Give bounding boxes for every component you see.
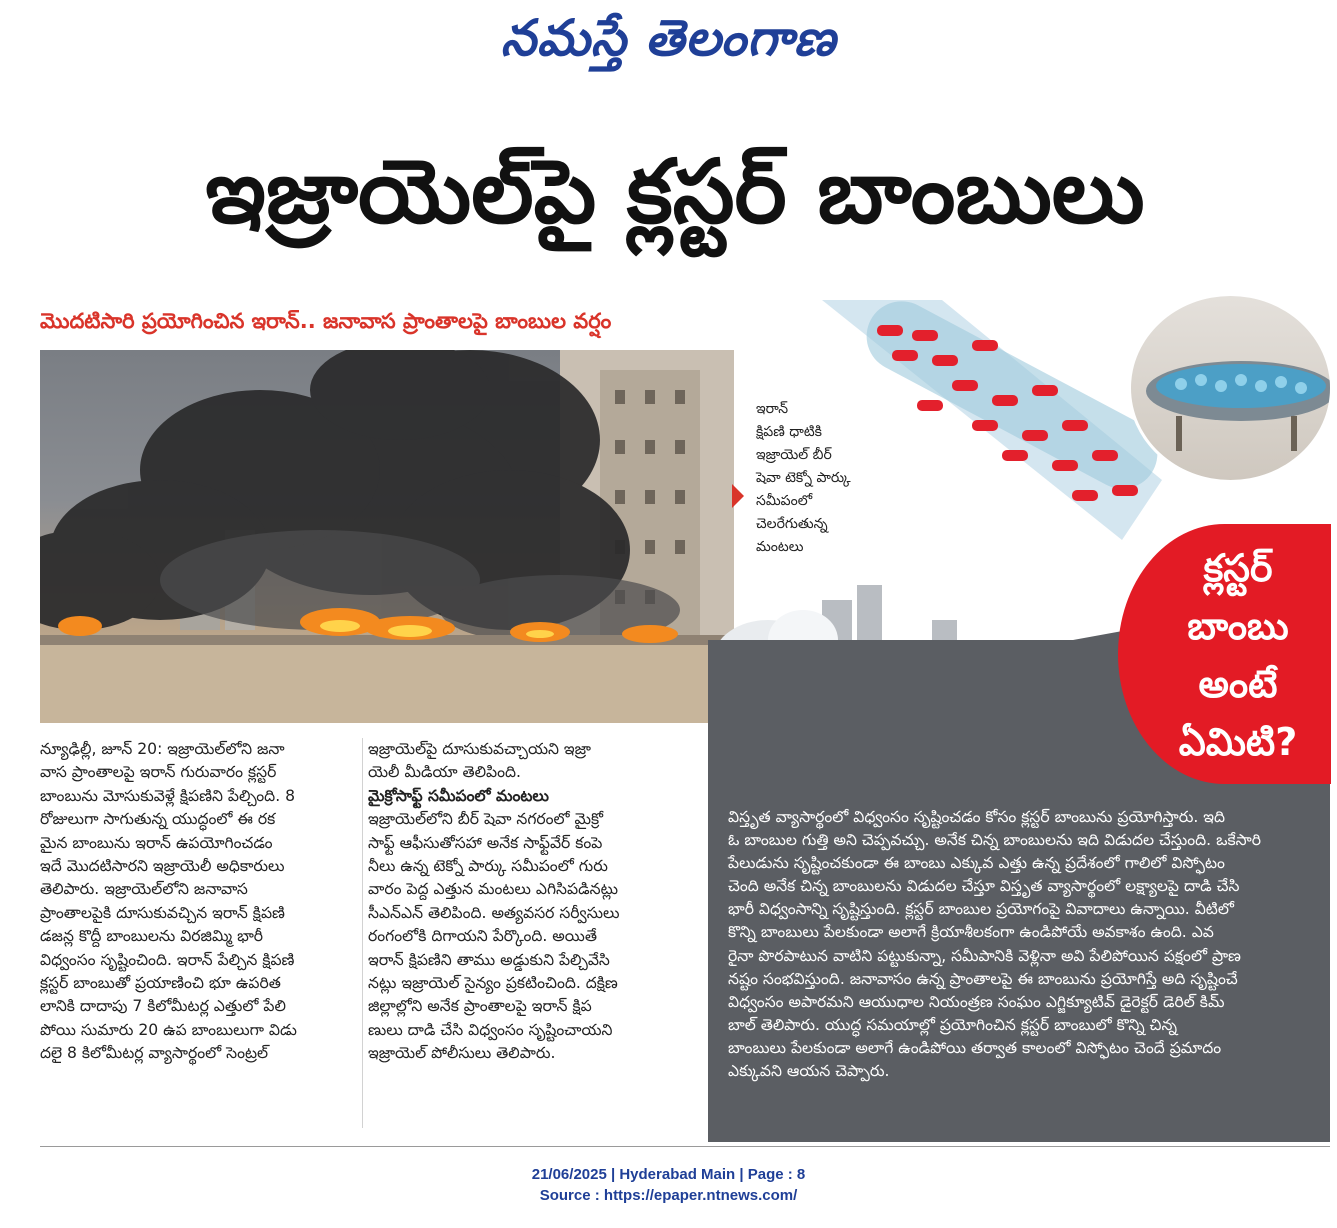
- explainer-line: ఎక్కువని ఆయన చెప్పారు.: [728, 1062, 890, 1081]
- explainer-line: రైనా పొరపాటున వాటిని పట్టుకున్నా, సమీపానికి వెళ్లినా అవి పేలిపోయిన పక్షంలో ప్రాణ: [728, 946, 1241, 965]
- headline-block: [40, 112, 1310, 272]
- article-line: మైన బాంబును ఇరాన్ ఉపయోగించడం: [40, 833, 273, 852]
- explainer-line: విస్తృత వ్యాసార్థంలో విధ్వంసం సృష్టించడం కోసం క్లస్టర్ బాంబును ప్రయోగిస్తారు. ఇది: [728, 808, 1226, 826]
- article-line: న్యూఢిల్లీ, జూన్ 20: ఇజ్రాయెల్‌లోని జనా: [40, 740, 285, 758]
- article-line: బాంబును మోసుకువెళ్లే క్షిపణిని పేల్చింది. 8: [40, 786, 296, 805]
- explainer-line: బాంబులు పేలకుండా అలాగే ఉండిపోయి తర్వాత కాలంలో విస్ఫోటం చెందే ప్రమాదం: [728, 1038, 1222, 1057]
- caption-line: మంటలు: [756, 539, 804, 555]
- explainer-line: బాల్ తెలిపారు. యుద్ధ సమయాల్లో ప్రయోగించిన క్లస్టర్ బాంబులో కొన్ని చిన్న: [728, 1015, 1178, 1034]
- article-line: డజన్ల కొద్దీ బాంబులను విరజిమ్మి భారీ: [40, 927, 264, 946]
- subheadline: మొదటిసారి ప్రయోగించిన ఇరాన్.. జనావాస ప్రాంతాలపై బాంబుల వర్షం: [40, 309, 612, 333]
- subheadline-block: [40, 300, 740, 342]
- article-line: లానికి దాదాపు 7 కిలోమీటర్ల ఎత్తులో పేలి: [40, 997, 286, 1016]
- article-line: వాస ప్రాంతాలపై ఇరాన్ గురువారం క్లస్టర్: [40, 763, 277, 782]
- article-line: ఇజ్రాయెల్‌పై దూసుకువచ్చాయని ఇజ్రా: [368, 740, 591, 758]
- article-line: తెలిపారు. ఇజ్రాయెల్‌లోని జనావాస: [40, 880, 248, 899]
- article-line: విధ్వంసం సృష్టించింది. ఇరాన్ పేల్చిన క్షిపణి: [40, 950, 295, 969]
- bomb-canister-illustration: [1131, 296, 1333, 483]
- footer: [0, 1164, 1337, 1206]
- explainer-line: చెంది అనేక చిన్న బాంబులను విడుదల చేస్తూ విస్తృత వ్యాసార్థంలో లక్ష్యాలపై దాడి చేసి: [728, 877, 1240, 896]
- article-line: రంగంలోకి దిగాయని పేర్కొంది. అయితే: [368, 927, 597, 946]
- caption-line: ఇరాన్: [756, 401, 789, 417]
- article-line: క్లస్టర్ బాంబుతో ప్రయాణించి భూ ఉపరిత: [40, 974, 281, 993]
- explainer-line: ఓ బాంబుల గుత్తి అని చెప్పవచ్చు. అనేక చిన్న బాంబులను ఇది విడుదల చేస్తుంది. ఒకేసారి: [728, 831, 1261, 850]
- article-line: దలై 8 కిలోమీటర్ల వ్యాసార్థంలో సెంట్రల్: [40, 1044, 269, 1063]
- question-line: క్లస్టర్: [1203, 546, 1273, 590]
- cluster-bomb-photo: [1128, 293, 1333, 483]
- explainer-line: విధ్వంసం అపారమని ఆయుధాల నియంత్రణ సంఘం ఎగ్జిక్యూటివ్ డైరెక్టర్ డెరిల్ కిమ్: [728, 992, 1225, 1011]
- masthead: [0, 8, 1337, 74]
- article-line: ప్రాంతాలపైకి దూసుకువచ్చిన ఇరాన్ క్షిపణి: [40, 903, 285, 922]
- article-line: జిల్లాల్లోని అనేక ప్రాంతాలపై ఇరాన్ క్షిప: [368, 997, 592, 1016]
- newspaper-title: నమస్తే తెలంగాణ: [500, 8, 837, 67]
- article-line: ఇరాన్ క్షిపణిని తాము అడ్డుకుని పేల్చివేసి: [368, 950, 610, 969]
- question-badge: [1118, 524, 1331, 784]
- fire-smoke-illustration: [40, 350, 734, 723]
- question-line: ఏమిటి?: [1178, 720, 1298, 764]
- explainer-line: పేలుడును సృష్టించకుండా ఈ బాంబు ఎక్కువ ఎత్తు ఉన్న ప్రదేశంలో గాలిలో విస్ఫోటం: [728, 854, 1225, 873]
- article-line: నట్లు ఇజ్రాయెల్ సైన్యం ప్రకటించింది. దక్షిణ: [368, 974, 618, 993]
- article-line: వారం పెద్ద ఎత్తున మంటలు ఎగిసిపడినట్లు: [368, 880, 619, 899]
- article-line: పోయి సుమారు 20 ఉప బాంబులుగా విడు: [40, 1020, 297, 1039]
- article-subheading: మైక్రోసాఫ్ట్ సమీపంలో మంటలు: [368, 786, 549, 805]
- caption-line: ఇజ్రాయెల్ బీర్: [756, 447, 832, 463]
- article-line: నీలు ఉన్న టెక్నో పార్కు సమీపంలో గురు: [368, 857, 608, 876]
- caption-line: చెలరేగుతున్న: [756, 516, 828, 532]
- article-column-2: [368, 738, 694, 1066]
- article-column-1: [40, 738, 366, 1066]
- news-photo: [40, 350, 734, 723]
- article-line: యెలీ మీడియా తెలిపింది.: [368, 763, 522, 782]
- footer-divider: [40, 1146, 1330, 1147]
- article-line: ఇజ్రాయెల్‌లోని బీర్ షెవా నగరంలో మైక్రో: [368, 810, 604, 829]
- caption-line: క్షిపణి ధాటికి: [756, 424, 822, 440]
- edition-info: 21/06/2025 | Hyderabad Main | Page : 8: [531, 1166, 806, 1183]
- column-divider: [362, 738, 363, 1128]
- article-line: సాఫ్ట్ ఆఫీసుతోసహా అనేక సాఫ్ట్‌వేర్ కంపె: [368, 833, 603, 852]
- question-line: అంటే: [1198, 662, 1278, 706]
- explainer-line: కొన్ని బాంబులు పేలకుండా అలాగే క్రియాశీలకంగా ఉండిపోయే అవకాశం ఉంది. ఎవ: [728, 923, 1214, 942]
- explainer-line: నష్టం సంభవిస్తుంది. జనావాసం ఉన్న ప్రాంతాలపై ఈ బాంబును ప్రయోగిస్తే అది సృష్టించే: [728, 969, 1238, 988]
- article-line: సీఎన్ఎన్ తెలిపింది. అత్యవసర సర్వీసులు: [368, 903, 620, 922]
- article-line: ణులు దాడి చేసి విధ్వంసం సృష్టించాయని: [368, 1020, 613, 1039]
- explainer-text: [728, 806, 1318, 1083]
- caption-line: షెవా టెక్నో పార్కు: [756, 470, 851, 486]
- caption-pointer-icon: [732, 484, 744, 508]
- article-line: రోజులుగా సాగుతున్న యుద్ధంలో ఈ రక: [40, 810, 276, 829]
- source-link[interactable]: Source : https://epaper.ntnews.com/: [539, 1187, 798, 1204]
- article-line: ఇదే మొదటిసారని ఇజ్రాయెలీ అధికారులు: [40, 857, 285, 876]
- explainer-line: భారీ విధ్వంసాన్ని సృష్టిస్తుంది. క్లస్టర్ బాంబుల ప్రయోగంపై వివాదాలు ఉన్నాయి. వీటిలో: [728, 900, 1234, 919]
- article-line: ఇజ్రాయెల్ పోలీసులు తెలిపారు.: [368, 1044, 556, 1063]
- question-line: బాంబు: [1187, 604, 1289, 648]
- caption-line: సమీపంలో: [756, 493, 813, 509]
- headline: ఇజ్రాయెల్‌పై క్లస్టర్ బాంబులు: [205, 140, 1145, 243]
